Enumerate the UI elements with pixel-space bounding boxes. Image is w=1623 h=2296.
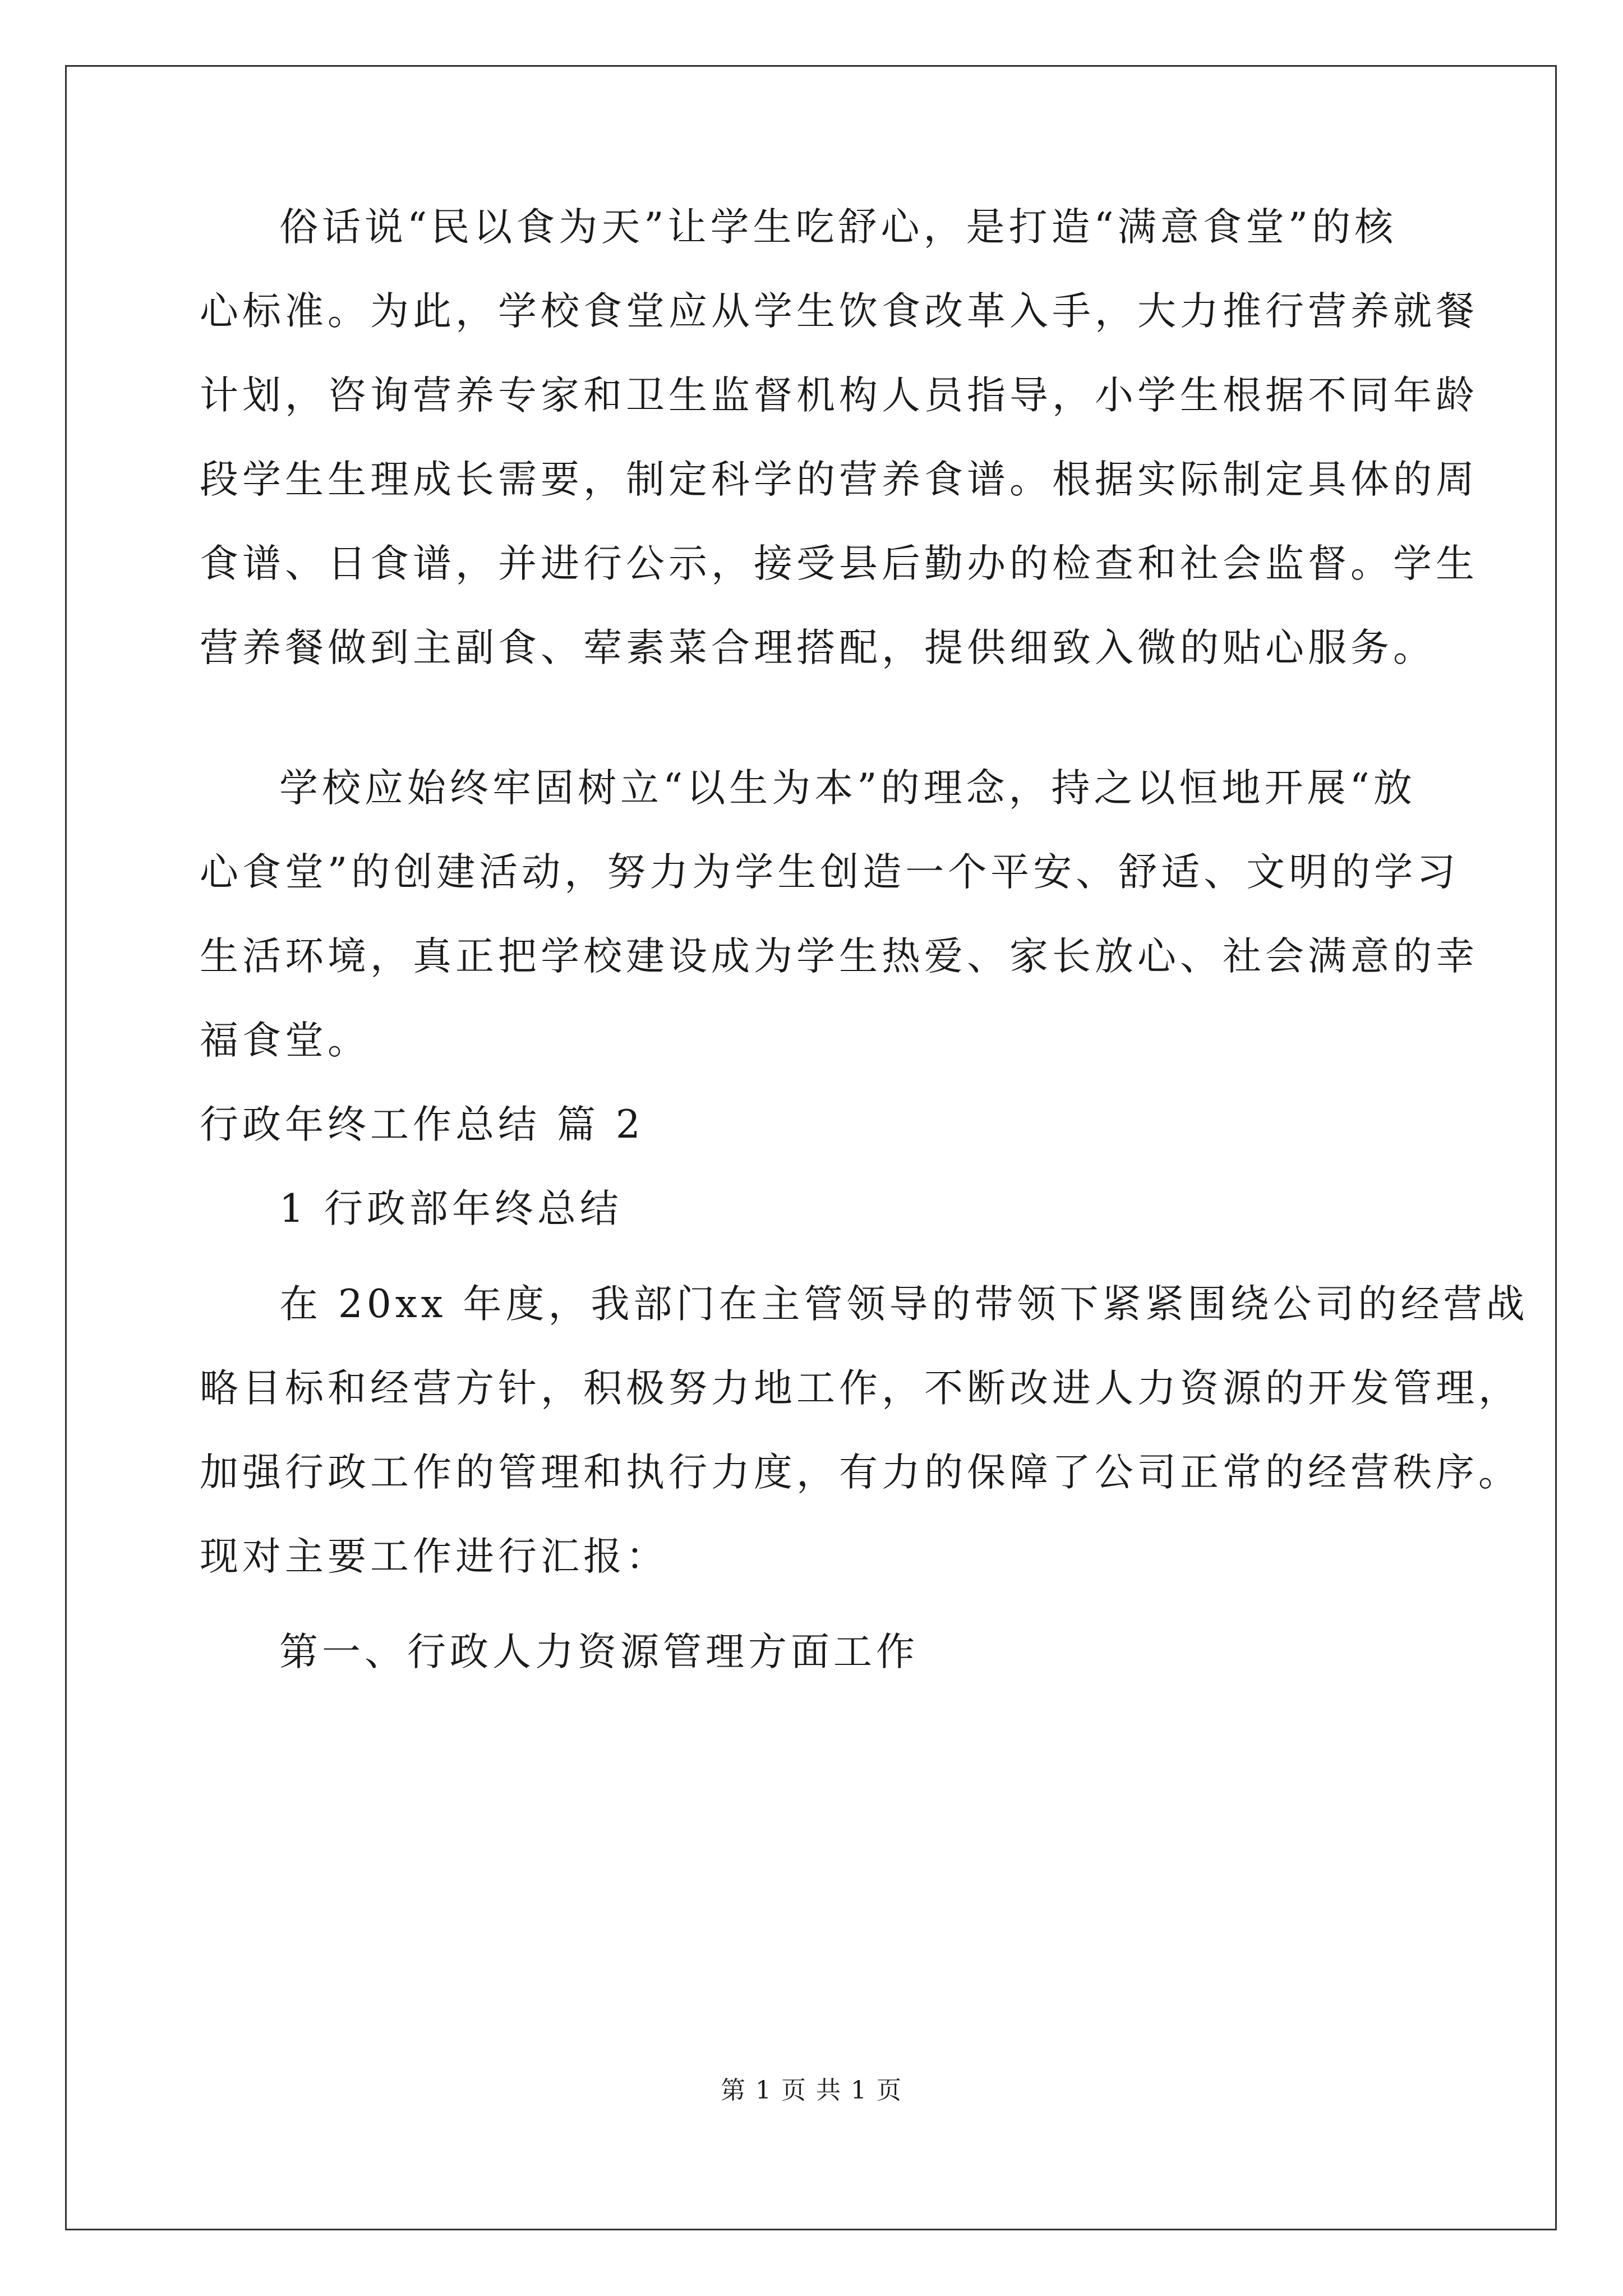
paragraph-1-line-4: 段学生生理成长需要，制定科学的营养食谱。根据实际制定具体的周 <box>200 457 1478 502</box>
paragraph-3-line-3: 加强行政工作的管理和执行力度，有力的保障了公司正常的经营秩序。 <box>200 1450 1521 1495</box>
paragraph-1-line-3: 计划，咨询营养专家和卫生监督机构人员指导，小学生根据不同年龄 <box>200 373 1478 418</box>
paragraph-1-line-2: 心标准。为此，学校食堂应从学生饮食改革入手，大力推行营养就餐 <box>200 289 1478 334</box>
item-heading: 第一、行政人力资源管理方面工作 <box>279 1630 919 1674</box>
paragraph-1-line-6: 营养餐做到主副食、荤素菜合理搭配，提供细致入微的贴心服务。 <box>200 625 1436 670</box>
paragraph-2-line-1: 学校应始终牢固树立“以生为本”的理念，持之以恒地开展“放 <box>279 766 1416 811</box>
paragraph-2-line-4: 福食堂。 <box>200 1018 370 1063</box>
subsection-heading: 1 行政部年终总结 <box>279 1186 623 1231</box>
paragraph-2-line-3: 生活环境，真正把学校建设成为学生热爱、家长放心、社会满意的幸 <box>200 934 1478 979</box>
paragraph-1-line-1: 俗话说“民以食为天”让学生吃舒心，是打造“满意食堂”的核 <box>279 205 1398 250</box>
paragraph-3-line-2: 略目标和经营方针，积极努力地工作，不断改进人力资源的开发管理， <box>200 1366 1521 1411</box>
paragraph-3-line-4: 现对主要工作进行汇报： <box>200 1534 668 1579</box>
paragraph-1-line-5: 食谱、日食谱，并进行公示，接受县后勤办的检查和社会监督。学生 <box>200 541 1478 586</box>
paragraph-3-line-1: 在 20xx 年度，我部门在主管领导的带领下紧紧围绕公司的经营战 <box>279 1282 1529 1327</box>
section-heading: 行政年终工作总结 篇 2 <box>200 1102 644 1147</box>
paragraph-2-line-2: 心食堂”的创建活动，努力为学生创造一个平安、舒适、文明的学习 <box>200 850 1460 895</box>
page-footer: 第 1 页 共 1 页 <box>721 2076 902 2105</box>
